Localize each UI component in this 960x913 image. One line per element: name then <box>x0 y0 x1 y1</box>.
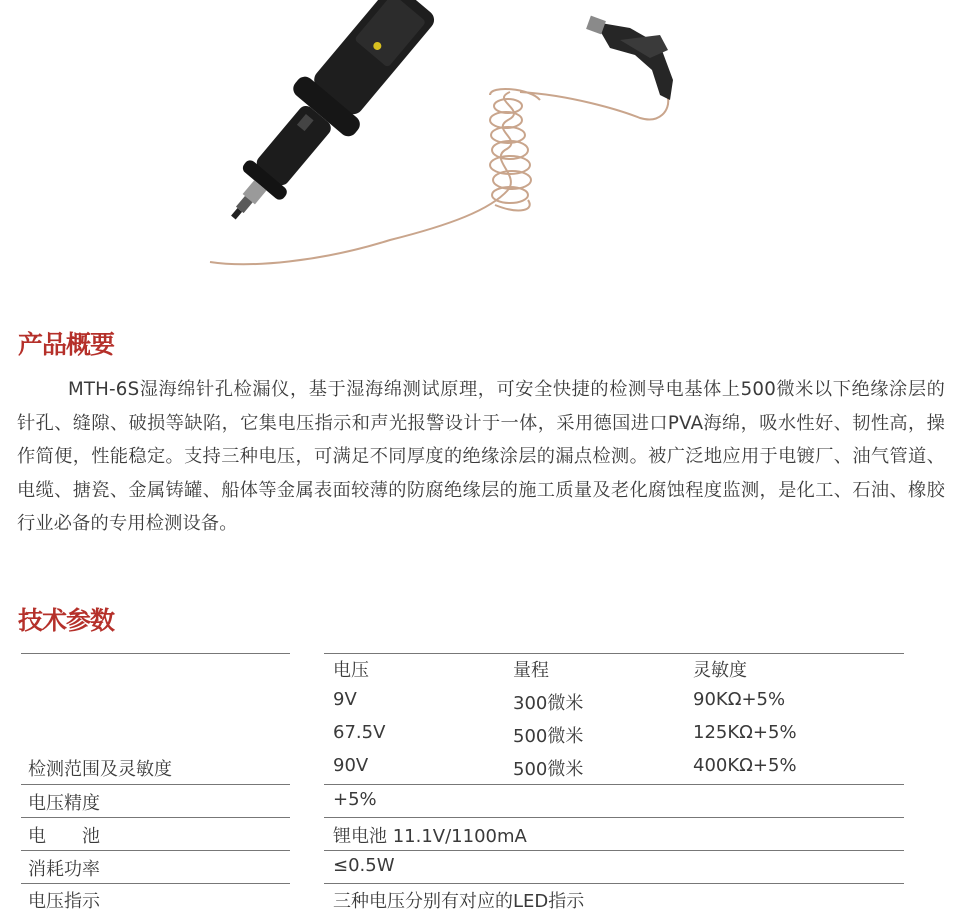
row-divider <box>324 883 904 884</box>
row-divider <box>324 850 904 851</box>
param-label: 消耗功率 <box>28 859 100 880</box>
row-divider <box>21 850 290 851</box>
table-top-line <box>324 653 904 654</box>
overview-text: MTH-6S湿海绵针孔检漏仪，基于湿海绵测试原理，可安全快捷的检测导电基体上500微米以下绝缘涂层的针孔、缝隙、破损等缺陷，它集电压指示和声光报警设计于一体，采用德国进口PVA海绵，吸水性好、韧性高，操作简便，性能稳定。支持三种电压，可满足不同厚度的绝缘涂层的漏点检测。被广泛地应用于电镀厂、油气管道、电缆、搪瓷、金属铸罐、船体等金属表面较薄的防腐绝缘层的施工质量及老化腐蚀程度监测，是化工、石油、橡胶行业必备的专用检测设备。 <box>17 379 945 534</box>
table-top-line <box>21 653 290 654</box>
sensitivity-label: 检测范围及灵敏度 <box>28 759 172 780</box>
param-value: 锂电池 11.1V/1100mA <box>333 826 527 847</box>
row-divider <box>21 817 290 818</box>
header-range: 量程 <box>513 660 549 681</box>
row-divider <box>324 784 904 785</box>
param-value: +5% <box>333 789 377 810</box>
header-sensitivity: 灵敏度 <box>693 660 747 681</box>
alligator-clip <box>586 16 673 100</box>
row-divider <box>21 883 290 884</box>
overview-title: 产品概要 <box>18 330 115 359</box>
sensitivity-cell: 125KΩ+5% <box>693 722 797 743</box>
row-divider <box>21 784 290 785</box>
range-cell: 500微米 <box>513 759 584 780</box>
voltage-cell: 9V <box>333 689 357 710</box>
param-value: ≤0.5W <box>333 855 395 876</box>
sensitivity-cell: 90KΩ+5% <box>693 689 786 710</box>
param-label: 电压指示 <box>28 891 100 912</box>
probe-body <box>203 0 445 243</box>
sensitivity-cell: 400KΩ+5% <box>693 755 797 776</box>
header-voltage: 电压 <box>333 660 369 681</box>
range-cell: 300微米 <box>513 693 584 714</box>
product-image <box>190 0 690 280</box>
row-divider <box>324 817 904 818</box>
param-label: 电压精度 <box>28 793 100 814</box>
voltage-cell: 90V <box>333 755 369 776</box>
param-value: 三种电压分别有对应的LED指示 <box>333 891 585 912</box>
range-cell: 500微米 <box>513 726 584 747</box>
voltage-cell: 67.5V <box>333 722 386 743</box>
params-title: 技术参数 <box>18 606 115 635</box>
param-label: 电 池 <box>28 826 100 847</box>
